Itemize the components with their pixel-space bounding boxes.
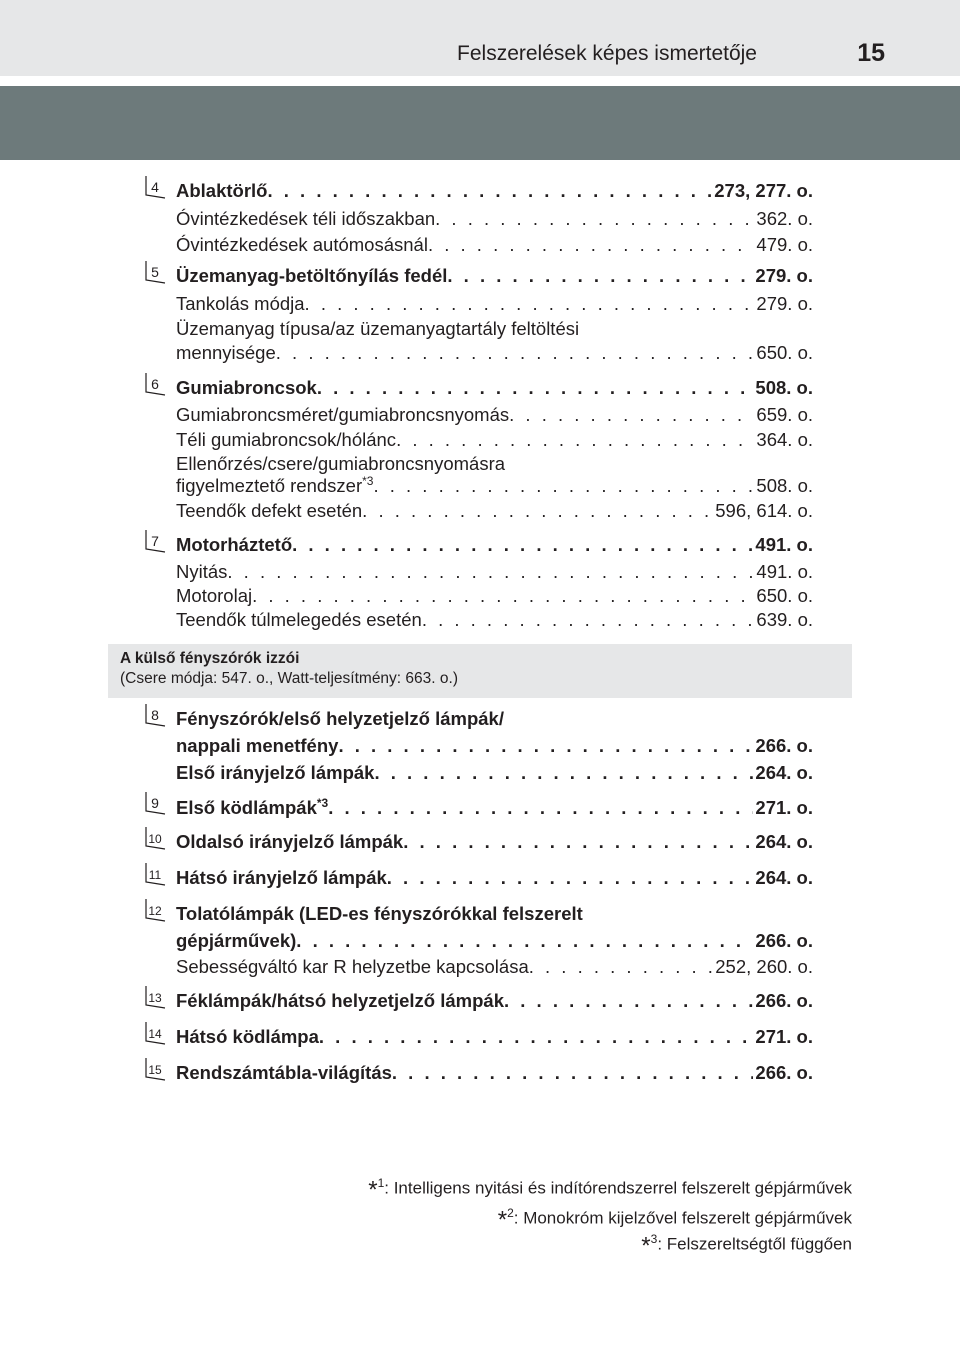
num-label: 12 xyxy=(148,904,162,918)
num-label: 14 xyxy=(148,1027,162,1041)
entry-title-line1: Tolatólámpák (LED-es fényszórókkal felszerelt xyxy=(176,903,583,924)
entry-page: 266. o. xyxy=(755,735,813,756)
sub-page: 596, 614. o. xyxy=(715,500,813,521)
entry-row xyxy=(176,1062,813,1088)
entry-page: 508. o. xyxy=(755,377,813,398)
dot-leader xyxy=(227,561,754,583)
entry-row xyxy=(176,1026,813,1052)
header-band xyxy=(0,86,960,160)
number-15-icon xyxy=(142,1057,166,1081)
footnote-mark: * xyxy=(368,1176,378,1204)
sub-row xyxy=(176,609,813,635)
sub-label: Óvintézkedések autómosásnál xyxy=(176,234,428,255)
num-label: 4 xyxy=(151,179,159,195)
num-label: 8 xyxy=(151,707,159,723)
sub-page: 650. o. xyxy=(756,585,813,606)
sub-page: 364. o. xyxy=(756,429,813,450)
entry-title: Motorháztető xyxy=(176,534,293,555)
sub-label-text: figyelmeztető rendszer xyxy=(176,475,363,497)
sub-page: 659. o. xyxy=(756,404,813,425)
entry-row xyxy=(176,735,813,761)
sub-label: mennyisége xyxy=(176,342,276,363)
dot-leader xyxy=(392,1062,754,1084)
sub-row xyxy=(176,234,813,260)
dot-leader xyxy=(447,265,753,287)
dot-leader xyxy=(276,342,755,364)
dot-leader xyxy=(292,534,753,556)
info-box-subtitle: (Csere módja: 547. o., Watt-teljesítmény: 663. o.) xyxy=(120,670,458,687)
entry-row xyxy=(176,867,813,893)
num-label: 11 xyxy=(148,868,162,882)
sub-row xyxy=(176,474,813,500)
number-4-icon xyxy=(142,175,166,199)
dot-leader xyxy=(529,956,714,978)
num-label: 9 xyxy=(151,795,159,811)
info-box-title: A külső fényszórók izzói xyxy=(120,650,300,667)
dot-leader xyxy=(396,429,754,451)
footnote-text: : Intelligens nyitási és indítórendszerrel felszerelt gépjárművek xyxy=(384,1178,852,1198)
num-label: 6 xyxy=(151,376,159,392)
dot-leader xyxy=(362,500,713,522)
entry-title: Üzemanyag-betöltőnyílás fedél xyxy=(176,265,448,286)
number-10-icon xyxy=(142,826,166,850)
footnote-ref: *3 xyxy=(316,796,329,810)
dot-leader xyxy=(374,762,753,784)
dot-leader xyxy=(338,735,753,757)
number-11-icon xyxy=(142,862,166,886)
footnote-ref: *3 xyxy=(362,474,374,488)
entry-title: Rendszámtábla-világítás xyxy=(176,1062,392,1083)
entry-title: gépjárművek) xyxy=(176,930,297,951)
dot-leader xyxy=(403,831,753,853)
entry-title: Hátsó irányjelző lámpák xyxy=(176,867,387,888)
num-label: 10 xyxy=(148,832,162,846)
entry-title-line1: Fényszórók/első helyzetjelző lámpák/ xyxy=(176,708,504,729)
sub-label: Gumiabroncsméret/gumiabroncsnyomás xyxy=(176,404,510,425)
sub-row xyxy=(176,956,813,982)
entry-title: Első irányjelző lámpák xyxy=(176,762,375,783)
sub-page: 639. o. xyxy=(756,609,813,630)
entry-title xyxy=(176,796,328,819)
sub-page: 650. o. xyxy=(756,342,813,363)
number-9-icon xyxy=(142,791,166,815)
dot-leader xyxy=(373,475,754,497)
entry-page: 266. o. xyxy=(755,990,813,1011)
sub-page: 479. o. xyxy=(756,234,813,255)
sub-row xyxy=(176,561,813,587)
sub-row xyxy=(176,585,813,611)
entry-row xyxy=(176,762,813,788)
sub-page: 252, 260. o. xyxy=(715,956,813,977)
entry-page: 264. o. xyxy=(755,762,813,783)
footnote-sup: 1 xyxy=(377,1176,385,1190)
dot-leader xyxy=(252,585,754,607)
number-8-icon xyxy=(142,703,166,727)
entry-page: 271. o. xyxy=(755,797,813,819)
sub-label: Nyitás xyxy=(176,561,228,582)
entry-title: Féklámpák/hátsó helyzetjelző lámpák xyxy=(176,990,504,1011)
footnote-3 xyxy=(641,1232,852,1261)
sub-page: 279. o. xyxy=(756,293,813,314)
footnote-text: : Felszereltségtől függően xyxy=(657,1234,852,1254)
chapter-title: Felszerelések képes ismertetője xyxy=(457,42,757,65)
entry-row xyxy=(176,796,813,822)
entry-page: 491. o. xyxy=(755,534,813,555)
sub-label: Motorolaj xyxy=(176,585,253,606)
entry-page: 273, 277. o. xyxy=(714,180,813,201)
entry-page: 266. o. xyxy=(755,1062,813,1083)
sub-row xyxy=(176,404,813,430)
dot-leader xyxy=(504,990,753,1012)
footnote-sup: 3 xyxy=(650,1232,658,1246)
sub-label: Tankolás módja xyxy=(176,293,305,314)
sub-label: Teendők defekt esetén xyxy=(176,500,363,521)
sub-label: Teendők túlmelegedés esetén xyxy=(176,609,422,630)
entry-title: nappali menetfény xyxy=(176,735,339,756)
entry-row xyxy=(176,831,813,857)
sub-label-line1: Üzemanyag típusa/az üzemanyagtartály feltöltési xyxy=(176,318,580,339)
entry-row xyxy=(176,377,813,403)
entry-row xyxy=(176,930,813,956)
sub-label-line1: Ellenőrzés/csere/gumiabroncsnyomásra xyxy=(176,453,506,474)
number-12-icon xyxy=(142,898,166,922)
entry-page: 271. o. xyxy=(755,1026,813,1047)
dot-leader xyxy=(267,180,712,202)
dot-leader xyxy=(317,377,754,399)
number-14-icon xyxy=(142,1021,166,1045)
entry-row xyxy=(176,265,813,291)
info-box xyxy=(108,644,852,698)
sub-page: 508. o. xyxy=(756,475,813,497)
dot-leader xyxy=(319,1026,754,1048)
entry-row xyxy=(176,534,813,560)
entry-row xyxy=(176,990,813,1016)
entry-title-text: Első ködlámpák xyxy=(176,797,317,819)
entry-page: 266. o. xyxy=(755,930,813,951)
sub-row xyxy=(176,342,813,368)
footnote-text: : Monokróm kijelzővel felszerelt gépjárművek xyxy=(513,1208,852,1228)
sub-label xyxy=(176,474,373,497)
entry-title: Ablaktörlő xyxy=(176,180,268,201)
dot-leader xyxy=(428,234,754,256)
num-label: 5 xyxy=(151,264,159,280)
footnote-2 xyxy=(498,1206,852,1235)
num-label: 15 xyxy=(148,1063,162,1077)
sub-page: 362. o. xyxy=(756,208,813,229)
sub-label: Téli gumiabroncsok/hólánc xyxy=(176,429,397,450)
footnote-1 xyxy=(368,1176,852,1205)
sub-row xyxy=(176,208,813,234)
num-label: 7 xyxy=(151,533,159,549)
sub-row xyxy=(176,500,813,526)
dot-leader xyxy=(328,797,753,819)
sub-label: Óvintézkedések téli időszakban xyxy=(176,208,436,229)
sub-page: 491. o. xyxy=(756,561,813,582)
sub-row xyxy=(176,293,813,319)
entry-title: Oldalsó irányjelző lámpák xyxy=(176,831,404,852)
entry-row xyxy=(176,180,813,206)
entry-title: Hátsó ködlámpa xyxy=(176,1026,319,1047)
dot-leader xyxy=(422,609,755,631)
num-label: 13 xyxy=(148,991,162,1005)
entry-page: 264. o. xyxy=(755,867,813,888)
number-5-icon xyxy=(142,260,166,284)
footnote-sup: 2 xyxy=(507,1206,514,1220)
sub-label: Sebességváltó kar R helyzetbe kapcsolása xyxy=(176,956,529,977)
footnote-mark: * xyxy=(497,1206,508,1234)
number-7-icon xyxy=(142,529,166,553)
dot-leader xyxy=(509,404,754,426)
number-13-icon xyxy=(142,985,166,1009)
page-number: 15 xyxy=(857,39,885,67)
dot-leader xyxy=(387,867,754,889)
dot-leader xyxy=(296,930,753,952)
sub-row xyxy=(176,429,813,455)
entry-title: Gumiabroncsok xyxy=(176,377,317,398)
dot-leader xyxy=(305,293,755,315)
dot-leader xyxy=(435,208,754,230)
entry-page: 264. o. xyxy=(755,831,813,852)
entry-page: 279. o. xyxy=(755,265,813,286)
number-6-icon xyxy=(142,372,166,396)
footnote-mark: * xyxy=(641,1232,651,1260)
